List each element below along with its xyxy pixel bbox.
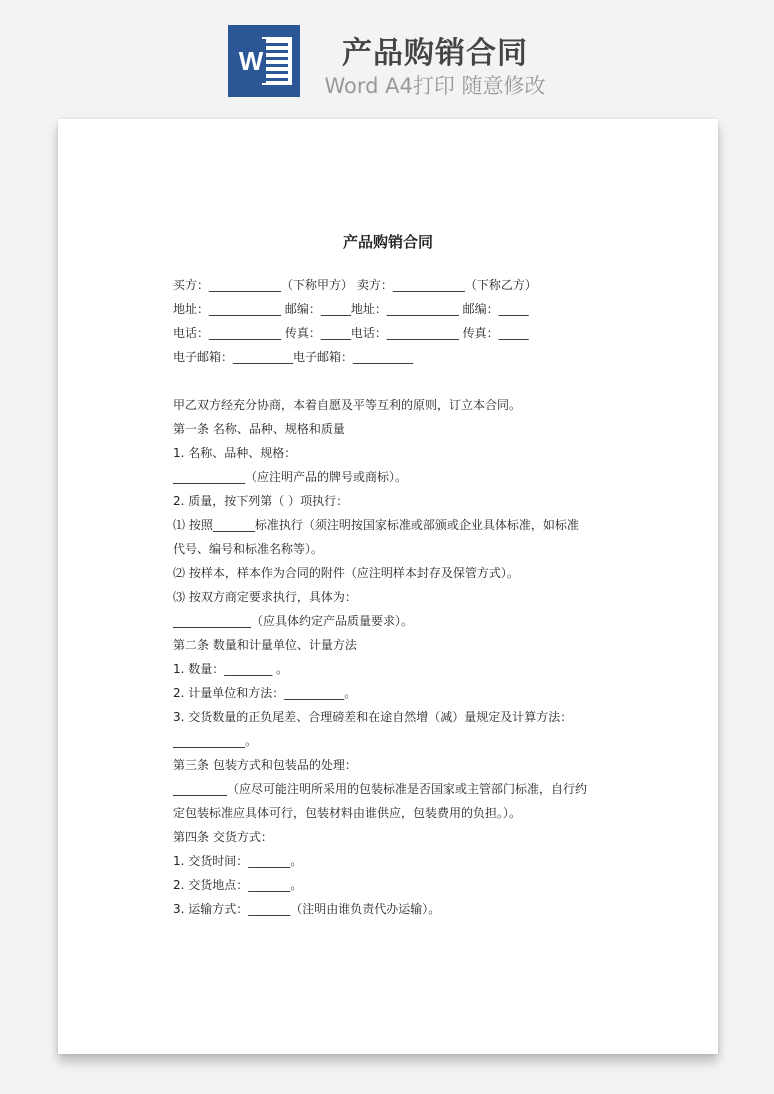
document-line: 第二条 数量和计量单位、计量方法: [173, 638, 357, 652]
document-line: ⑵ 按样本，样本作为合同的附件（应注明样本封存及保管方式）。: [173, 566, 519, 580]
document-line: ⑶ 按双方商定要求执行，具体为：: [173, 590, 357, 604]
header-title: 产品购销合同: [342, 36, 528, 71]
document-line: 2. 计量单位和方法：__________。: [173, 686, 357, 700]
document-line: 电话：____________ 传真：_____电话：____________ 传真：_____: [173, 326, 529, 340]
document-title: 产品购销合同: [342, 233, 433, 251]
document-page: [58, 119, 718, 1054]
document-line: ____________。: [173, 734, 258, 748]
document-line: 2. 质量，按下列第（ ）项执行：: [173, 494, 349, 508]
word-document-icon: [228, 25, 300, 97]
document-line: 3. 交货数量的正负尾差、合理磅差和在途自然增（减）量规定及计算方法：: [173, 710, 573, 724]
document-line: 定包装标准应具体可行，包装材料由谁供应，包装费用的负担。）。: [173, 806, 522, 820]
document-line: 代号、编号和标准名称等）。: [173, 542, 324, 556]
document-line: 1. 数量：________ 。: [173, 662, 289, 676]
document-line: ⑴ 按照_______标准执行（须注明按国家标准或部颁或企业具体标准，如标准: [173, 518, 579, 532]
document-line: 第四条 交货方式：: [173, 830, 273, 844]
document-line: 第三条 包装方式和包装品的处理：: [173, 758, 357, 772]
header-subtitle: Word A4打印 随意修改: [324, 74, 546, 98]
document-line: 1. 名称、品种、规格：: [173, 446, 297, 460]
header: [0, 0, 774, 110]
document-line: _________（应尽可能注明所采用的包装标准是否国家或主管部门标准，自行约: [173, 782, 588, 796]
document-line: 1. 交货时间：_______。: [173, 854, 303, 868]
document-line: 第一条 名称、品种、规格和质量: [173, 422, 345, 436]
document-line: ____________（应注明产品的牌号或商标）。: [173, 470, 408, 484]
document-line: 电子邮箱：__________电子邮箱：__________: [173, 350, 414, 364]
word-icon-letter: W: [238, 46, 264, 76]
document-line: 甲乙双方经充分协商，本着自愿及平等互利的原则，订立本合同。: [173, 398, 522, 412]
document-line: _____________（应具体约定产品质量要求）。: [173, 614, 414, 628]
document-line: 买方：____________（下称甲方） 卖方：____________（下称乙方）: [173, 278, 537, 292]
document-line: 3. 运输方式：_______（注明由谁负责代办运输）。: [173, 902, 441, 916]
document-line: 地址：____________ 邮编：_____地址：____________ 邮编：_____: [173, 302, 529, 316]
document-line: 2. 交货地点：_______。: [173, 878, 303, 892]
